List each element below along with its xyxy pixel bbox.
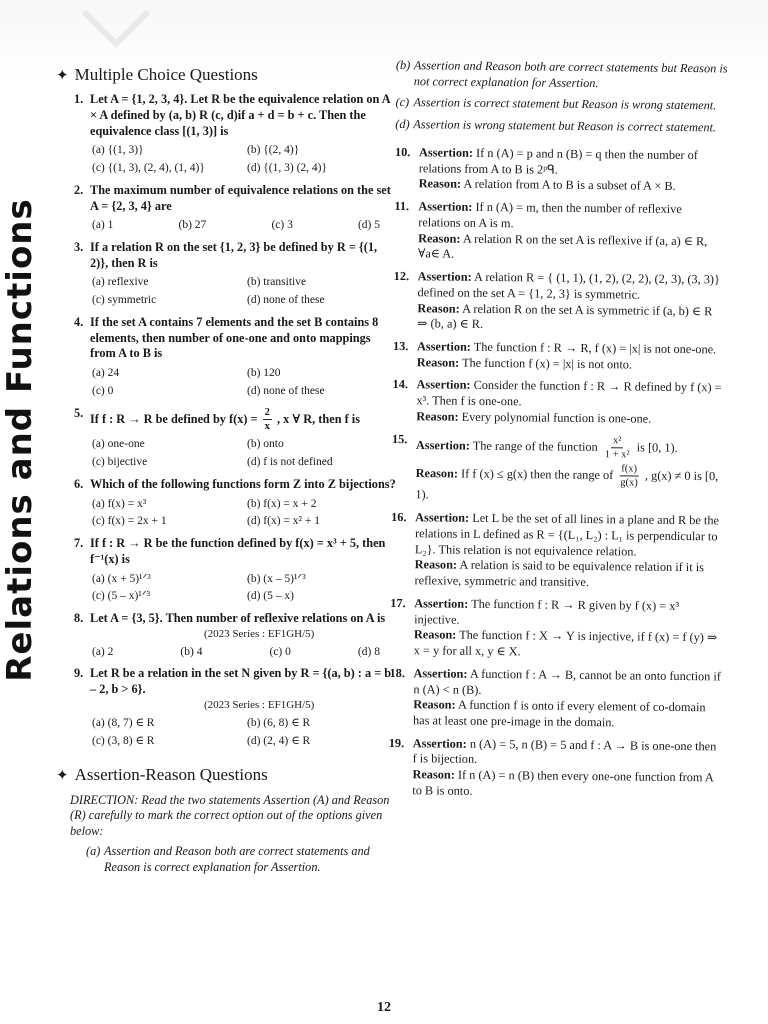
question-number: 1. bbox=[74, 92, 84, 107]
reason-line: Reason: The function f (x) = |x| is not onto. bbox=[416, 354, 633, 372]
question-text: The maximum number of equivalence relations on the set A = {2, 3, 4} are bbox=[90, 182, 391, 213]
reason-line: Reason: A function f is onto if every element of co-domain has at least one pre-image in the domain. bbox=[412, 697, 706, 730]
diamond-bullet-icon: ✦ bbox=[56, 768, 69, 785]
chapter-title-text: Relations and Functions bbox=[0, 198, 41, 682]
question-number: 15. bbox=[391, 431, 408, 446]
assertion-line: Assertion: A relation R = { (1, 1), (1, 2), (2, 2), (2, 3), (3, 3)} defined on the set A = {1, 2, 3} is symmetric. bbox=[417, 269, 720, 302]
question-text: Which of the following functions form Z into Z bijections? bbox=[90, 476, 396, 491]
left-column bbox=[56, 58, 396, 875]
answer-option[interactable]: (a) {(1, 3)} bbox=[92, 144, 144, 157]
answer-options bbox=[92, 572, 396, 604]
mcq-question bbox=[74, 406, 396, 470]
answer-option[interactable]: (b) (6, 8) ∈ R bbox=[247, 717, 311, 730]
fraction: $\frac{f(x)}{g(x)}$ bbox=[620, 462, 638, 489]
page-number: 12 bbox=[377, 1000, 391, 1015]
answer-option[interactable]: (c) symmetric bbox=[92, 294, 157, 307]
assertion-line: Assertion: If n (A) = m, then the number of reflexive relations on A is m. bbox=[418, 199, 682, 231]
reason-line: Reason: A relation is said to be equivalence relation if it is reflexive, symmetric and transitive. bbox=[414, 557, 705, 590]
fraction: $\frac{\text{x²}}{\text{1 + x²}}$ bbox=[604, 434, 630, 461]
assertion-reason-text bbox=[414, 596, 723, 662]
answer-option[interactable]: (b) 120 bbox=[247, 367, 281, 380]
assertion-line: Assertion: Consider the function f : R → R defined by f (x) = x³. Then f is one-one. bbox=[416, 377, 722, 409]
question-number: 11. bbox=[394, 199, 410, 214]
answer-option[interactable]: (d) f(x) = x² + 1 bbox=[247, 515, 320, 528]
mcq-question bbox=[74, 240, 396, 308]
reason-line: Reason: Every polynomial function is one-one. bbox=[416, 409, 652, 426]
answer-option[interactable]: (a) (8, 7) ∈ R bbox=[92, 717, 155, 730]
answer-option[interactable]: (a) f(x) = x³ bbox=[92, 497, 147, 510]
question-number: 4. bbox=[74, 314, 84, 329]
answer-options bbox=[92, 497, 396, 529]
answer-option[interactable]: (c) {(1, 3), (2, 4), (1, 4)} bbox=[92, 162, 205, 175]
assertion-reason-text bbox=[418, 199, 727, 265]
question-number: 17. bbox=[390, 595, 406, 610]
ar-option-a: (a) Assertion and Reason both are correct statements and Reason is correct explanation for Assertion. bbox=[86, 843, 370, 874]
question-number: 6. bbox=[74, 476, 84, 491]
assertion-reason-item bbox=[392, 377, 724, 428]
assertion-reason-text bbox=[419, 145, 727, 195]
ar-option-d: (d) Assertion is wrong statement but Reason is correct statement. bbox=[395, 117, 717, 135]
answer-option[interactable]: (d) (2, 4) ∈ R bbox=[247, 734, 311, 747]
question-number: 10. bbox=[394, 144, 411, 160]
reason-line: Reason: The function f : X → Y is injective, if f (x) = f (y) ⇒ x = y for all x, y ∈ X. bbox=[413, 627, 718, 659]
answer-option[interactable]: (d) (5 – x) bbox=[247, 590, 294, 603]
answer-option[interactable]: (d) 5 bbox=[357, 219, 380, 232]
question-text: If a relation R on the set {1, 2, 3} be defined by R = {(1, 2)}, then R is bbox=[90, 240, 378, 270]
question-text: Let A = {1, 2, 3, 4}. Let R be the equivalence relation on A × A defined by (a, b) R (c, d)if a + d = b + c. Then the equivalence class [(1, 3)] is bbox=[90, 92, 390, 138]
mcq-question bbox=[74, 92, 396, 176]
reason-line: Reason: A relation from A to B is a subset of A × B. bbox=[418, 176, 676, 194]
reason-line: Reason: If f (x) ≤ g(x) then the range of $\frac{f(x)}{g(x)}$ , g(x) ≠ 0 is [0, 1). bbox=[415, 462, 719, 502]
answer-option[interactable]: (c) f(x) = 2x + 1 bbox=[92, 515, 167, 528]
answer-option[interactable]: (c) 0 bbox=[92, 384, 114, 397]
ar-option-b: (b) Assertion and Reason both are correct statements but Reason is not correct explanation for Assertion. bbox=[395, 58, 728, 90]
assertion-reason-item bbox=[391, 432, 724, 507]
ar-list bbox=[388, 145, 727, 802]
assertion-line: Assertion: The function f : R → R, f (x) = |x| is not one-one. bbox=[416, 339, 717, 357]
answer-option[interactable]: (a) 24 bbox=[92, 367, 120, 380]
answer-option[interactable]: (d) {(1, 3) (2, 4)} bbox=[247, 162, 328, 175]
assertion-reason-text bbox=[415, 432, 724, 507]
mcq-list bbox=[74, 92, 396, 748]
assertion-line: Assertion: If n (A) = p and n (B) = q then the number of relations from A to B is 2ᵖᑫ. bbox=[418, 145, 698, 177]
answer-option[interactable]: (d) 8 bbox=[357, 645, 380, 658]
right-column bbox=[388, 58, 728, 809]
question-text: If the set A contains 7 elements and the set B contains 8 elements, then number of one-one and onto mappings from A to B is bbox=[90, 314, 379, 361]
question-number: 14. bbox=[392, 377, 409, 392]
question-number: 5. bbox=[74, 405, 84, 420]
ar-section-title: ✦ Assertion-Reason Questions bbox=[56, 764, 396, 786]
mcq-question bbox=[74, 183, 396, 233]
question-number: 12. bbox=[393, 269, 410, 284]
question-text: Let R be a relation in the set N given by R = {(a, b) : a = b – 2, b > 6}. bbox=[90, 666, 392, 697]
answer-option[interactable]: (c) (5 – x)¹ᐟ³ bbox=[92, 590, 151, 603]
exam-series-tag: (2023 Series : EF1GH/5) bbox=[204, 698, 315, 711]
assertion-reason-item bbox=[393, 339, 725, 374]
answer-options bbox=[92, 716, 396, 748]
question-text: If f : R → R be defined by f(x) = $\frac{2}{x}$ , x ∀ R, then f is bbox=[90, 406, 360, 432]
answer-option[interactable]: (d) none of these bbox=[247, 384, 325, 397]
answer-option[interactable]: (b) 27 bbox=[178, 219, 207, 232]
question-number: 7. bbox=[74, 536, 84, 551]
ar-option-c: (c) Assertion is correct statement but Reason is wrong statement. bbox=[395, 95, 717, 113]
answer-option[interactable]: (b) 4 bbox=[180, 645, 203, 658]
decorative-chevron bbox=[82, 0, 150, 48]
assertion-reason-item bbox=[393, 269, 726, 335]
assertion-reason-item bbox=[395, 145, 727, 196]
mcq-question bbox=[74, 611, 396, 660]
mcq-question bbox=[74, 477, 396, 529]
assertion-line: Assertion: Let L be the set of all lines in a plane and R be the relations in L defined as R = {(L₁, L₂) : L₁ is perpendicular to L₂}. This relation is not equivalence relation. bbox=[414, 510, 720, 559]
answer-options bbox=[92, 645, 380, 660]
diamond-bullet-icon: ✦ bbox=[56, 68, 69, 84]
mcq-section-title: ✦ Multiple Choice Questions bbox=[56, 64, 396, 86]
answer-option[interactable]: (c) bijective bbox=[92, 456, 148, 469]
exam-series-tag: (2023 Series : EF1GH/5) bbox=[204, 627, 315, 640]
question-number: 9. bbox=[74, 666, 84, 681]
question-number: 2. bbox=[74, 182, 84, 197]
answer-option[interactable]: (a) (x + 5)¹ᐟ³ bbox=[92, 572, 151, 585]
answer-option[interactable]: (c) 0 bbox=[269, 645, 291, 658]
assertion-reason-item bbox=[390, 510, 723, 592]
answer-option[interactable]: (a) 1 bbox=[92, 219, 114, 232]
assertion-line: Assertion: A function f : A → B, cannot be an onto function if n (A) < n (B). bbox=[413, 665, 722, 697]
answer-option[interactable]: (b) transitive bbox=[247, 276, 307, 289]
assertion-reason-text bbox=[417, 339, 725, 374]
assertion-line: Assertion: The range of the function $\frac{\text{x²}}{\text{1 + x²}}$ is [0, 1). bbox=[415, 434, 678, 461]
answer-options bbox=[92, 275, 396, 307]
answer-option[interactable]: (b) onto bbox=[247, 438, 284, 451]
answer-options bbox=[92, 366, 396, 398]
question-number: 13. bbox=[392, 339, 409, 354]
answer-option[interactable]: (d) f is not defined bbox=[247, 456, 333, 469]
mcq-question bbox=[74, 315, 396, 399]
answer-options bbox=[92, 218, 380, 233]
fraction: $\frac{2}{x}$ bbox=[264, 406, 270, 432]
question-text: If f : R → R be the function defined by f(x) = x³ + 5, then f⁻¹(x) is bbox=[90, 536, 386, 566]
question-number: 19. bbox=[388, 735, 405, 750]
answer-option[interactable]: (b) {(2, 4)} bbox=[247, 144, 300, 157]
ar-directions: DIRECTION: Read the two statements Assertion (A) and Reason (R) carefully to mark the correct option out of the options given below: bbox=[70, 792, 390, 839]
answer-option[interactable]: (c) (3, 8) ∈ R bbox=[92, 734, 155, 747]
question-text: Let A = {3, 5}. Then number of reflexive relations on A is bbox=[90, 610, 386, 625]
question-number: 18. bbox=[389, 665, 406, 680]
mcq-question bbox=[74, 666, 396, 748]
reason-line: Reason: If n (A) = n (B) then every one-one function from A to B is onto. bbox=[412, 767, 714, 798]
assertion-reason-text bbox=[417, 269, 726, 335]
assertion-reason-text bbox=[413, 666, 722, 732]
answer-option[interactable]: (b) f(x) = x + 2 bbox=[247, 497, 317, 510]
assertion-reason-item bbox=[389, 666, 722, 732]
assertion-reason-text bbox=[416, 378, 724, 428]
answer-option[interactable]: (a) one-one bbox=[92, 438, 145, 451]
answer-options bbox=[92, 437, 396, 469]
answer-option[interactable]: (c) 3 bbox=[271, 219, 293, 232]
mcq-question bbox=[74, 536, 396, 604]
answer-option[interactable]: (d) none of these bbox=[247, 294, 325, 307]
assertion-reason-item bbox=[388, 736, 721, 802]
assertion-reason-text bbox=[412, 736, 721, 802]
reason-line: Reason: A relation R on the set A is symmetric if (a, b) ∈ R ⇒ (b, a) ∈ R. bbox=[417, 300, 713, 332]
question-number: 3. bbox=[74, 240, 84, 255]
answer-option[interactable]: (a) reflexive bbox=[92, 276, 149, 289]
assertion-reason-item bbox=[394, 199, 727, 265]
assertion-reason-text bbox=[414, 510, 723, 592]
assertion-reason-item bbox=[390, 596, 723, 662]
chapter-side-title bbox=[0, 170, 41, 710]
reason-line: Reason: A relation R on the set A is reflexive if (a, a) ∈ R, ∀a∈ A. bbox=[417, 230, 708, 261]
question-number: 16. bbox=[391, 510, 407, 525]
assertion-line: Assertion: The function f : R → R given by f (x) = x³ injective. bbox=[414, 596, 680, 627]
answer-option[interactable]: (b) (x – 5)¹ᐟ³ bbox=[247, 572, 306, 585]
answer-option[interactable]: (a) 2 bbox=[92, 645, 114, 658]
assertion-line: Assertion: n (A) = 5, n (B) = 5 and f : A → B is one-one then f is bijection. bbox=[412, 735, 717, 767]
answer-options bbox=[92, 143, 396, 175]
question-number: 8. bbox=[74, 610, 84, 625]
